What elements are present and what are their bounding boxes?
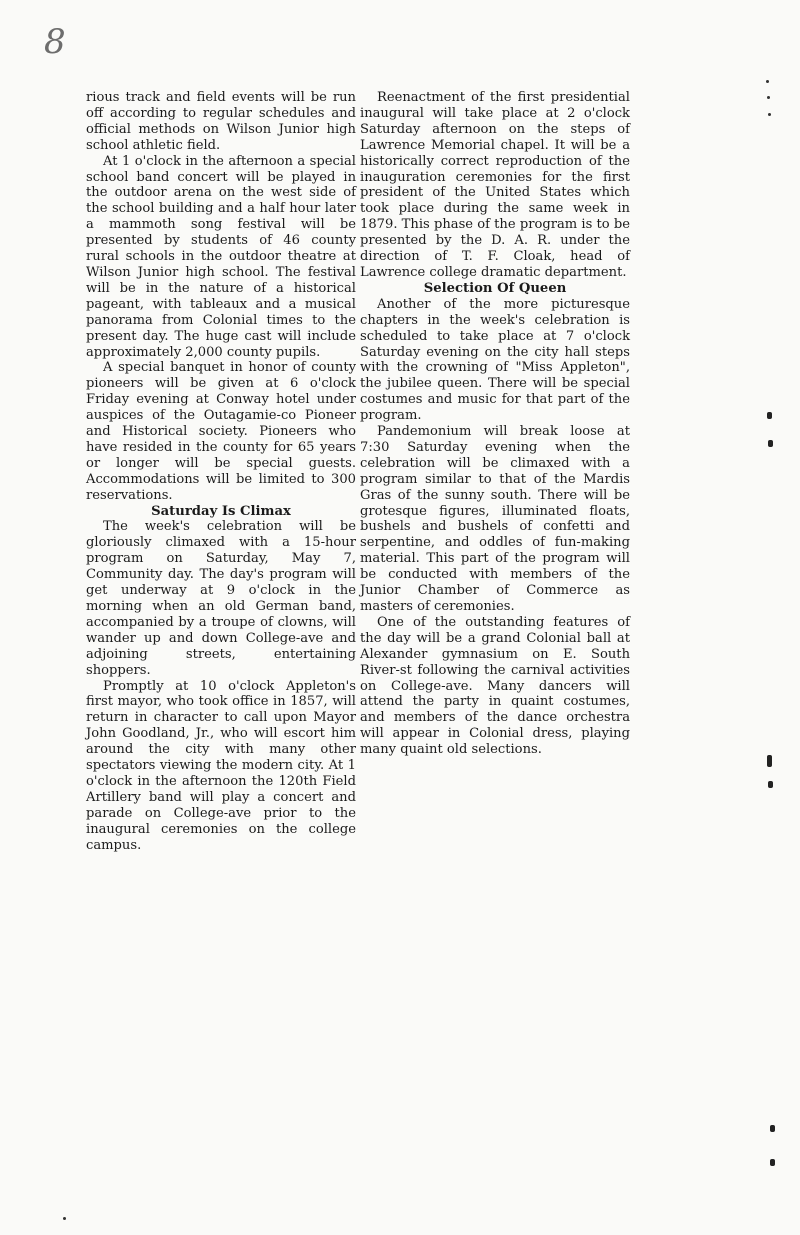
subheading: Selection Of Queen	[423, 280, 567, 296]
scan-mark	[768, 113, 771, 116]
article-column-left	[86, 90, 356, 854]
scan-mark	[766, 80, 769, 83]
paragraph: Reenactment of the first presidential inaugural will take place at 2 o'clock Saturday afternoon on the steps of Lawrence Memorial chapel. It will be a historically correct reproduction of the inauguration ceremonies for the first president of the United States which took place during the same week in 1879. This phase of the program is to be presented by the D. A. R. under the direction of T. F. Cloak, head of Lawrence college dramatic department.	[360, 90, 630, 280]
scan-mark	[770, 1159, 775, 1166]
paragraph: At 1 o'clock in the afternoon a special school band concert will be played in the outdoor arena on the west side of the school building and a half hour later a mammoth song festival will be presented by students of 46 county rural schools in the outdoor theatre at Wilson Junior high school. The festival will be in the nature of a historical pageant, with tableaux and a musical panorama from Colonial times to the present day. The huge cast will include approximately 2,000 county pupils.	[86, 153, 356, 360]
scan-mark	[770, 1125, 775, 1132]
scan-mark	[768, 440, 773, 447]
scan-mark	[767, 412, 772, 419]
paragraph: Another of the more picturesque chapters in the week's celebration is scheduled to take place at 7 o'clock Saturday evening on the city hall steps with the crowning of "Miss Appleton", the jubilee queen. There will be special costumes and music for that part of the program.	[360, 296, 630, 424]
paragraph: Promptly at 10 o'clock Appleton's first mayor, who took office in 1857, will return in character to call upon Mayor John Goodland, Jr., who will escort him around the city with many other spectators viewing the modern city. At 1 o'clock in the afternoon the 120th Field Artillery band will play a concert and parade on College-ave prior to the inaugural ceremonies on the college campus.	[86, 678, 356, 853]
scan-mark	[63, 1217, 66, 1220]
scan-mark	[767, 755, 772, 767]
scan-mark	[768, 781, 773, 788]
article-column-right	[360, 90, 630, 758]
paragraph: The week's celebration will be gloriously climaxed with a 15-hour program on Saturday, May 7, Community day. The day's program will get underway at 9 o'clock in the morning when an old German band, accompanied by a troupe of clowns, will wander up and down College-ave and adjoining streets, entertaining shoppers.	[86, 519, 356, 678]
scan-mark	[767, 96, 770, 99]
paragraph: One of the outstanding features of the day will be a grand Colonial ball at Alexander gymnasium on E. South River-st following the carnival activities on College-ave. Many dancers will attend the party in quaint costumes, and members of the dance orchestra will appear in Colonial dress, playing many quaint old selections.	[360, 614, 630, 758]
subheading: Saturday Is Climax	[151, 503, 291, 519]
page-number: 8	[44, 22, 66, 62]
paragraph: Pandemonium will break loose at 7:30 Saturday evening when the celebration will be climaxed with a program similar to that of the Mardis Gras of the sunny south. There will be grotesque figures, illuminated floats, bushels and bushels of confetti and serpentine, and oddles of fun-making material. This part of the program will be conducted with members of the Junior Chamber of Commerce as masters of ceremonies.	[360, 424, 630, 614]
paragraph: A special banquet in honor of county pioneers will be given at 6 o'clock Friday evening at Conway hotel under auspices of the Outagamie-co Pioneer and Historical society. Pioneers who have resided in the county for 65 years or longer will be special guests. Accommodations will be limited to 300 reservations.	[86, 360, 356, 503]
paragraph: rious track and field events will be run off according to regular schedules and official methods on Wilson Junior high school athletic field.	[86, 90, 356, 153]
